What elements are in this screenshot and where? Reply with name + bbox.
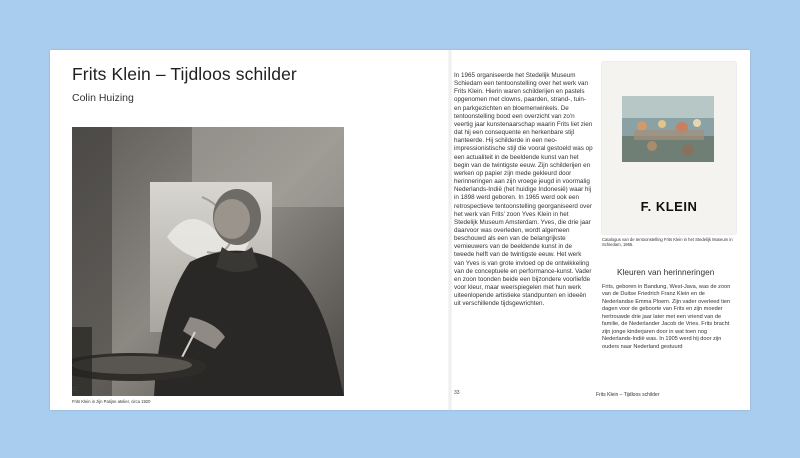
catalogue-title: F. KLEIN: [640, 199, 698, 214]
section-paragraph: Frits, geboren in Bandung, West-Java, was de zoon van de Duitse Friedrich Franz Klein en de Nederlandse Emma Ploem. Zijn vader overleed tien dagen voor de geboorte van Frits en zijn moeder hertrouwde drie jaar later met een vriend van de familie, de Nederlander Jacob de Vries. Frits bracht zijn jonge kinderjaren door in wat toen nog Nederlands-Indië was. In 1905 werd hij door zijn ouders naar Nederland gestuurd: [602, 284, 731, 350]
catalogue-caption: Catalogus van de tentoonstelling Frits Klein in het Stedelijk Museum in Schiedam, 1965.: [602, 237, 733, 248]
page-number-right: 33: [454, 390, 460, 396]
running-footer: Frits Klein – Tijdloos schilder: [596, 392, 660, 398]
catalogue-cover: [602, 62, 736, 234]
artist-photo: [72, 127, 344, 396]
article-author: Colin Huizing: [72, 92, 134, 104]
book-gutter: [448, 50, 452, 410]
catalogue-painting: [622, 96, 714, 162]
body-paragraph: In 1965 organiseerde het Stedelijk Museum Schiedam een tentoonstelling over het werk van Frits Klein. Hierin waren schilderijen en pastels opgenomen met clowns, paarden, strand-, tuin- en parkgezichten en bloemenwinkels. De tentoonstelling bood een overzicht van zo'n veertig jaar kunstenaarschap waarin Frits liet zien dat hij een consequente en herkenbare stijl hanteerde. Hij schilderde in een neo-impressionistische stijl die vooral gestoeld was op een actualiteit in de beeldende kunst van het begin van de twintigste eeuw. Zijn schilderijen en werken op papier zijn mede gekleurd door herinneringen aan zijn vroege jeugd in voormalig Nederlands-Indië (het huidige Indonesië) waar hij in 1898 werd geboren. In 1965 werd ook een retrospectieve tentoonstelling georganiseerd over het werk van Frits' zoon Yves Klein in het Stedelijk Museum Amsterdam. Yves, die drie jaar daarvoor was overleden, wordt algemeen beschouwd als een van de belangrijkste vernieuwers van de beeldende kunst in de tweede helft van de twintigste eeuw. Het werk van Yves is van grote invloed op de ontwikkeling van de conceptuele en performance-kunst. Vader en zoon toonden beide een bijzondere voorliefde voor kleur, maar weerspiegelen met hun werk uiteenlopende artistieke standpunten en ideeën uit verschillende tijdsgewrichten.: [454, 72, 593, 308]
article-title: Frits Klein – Tijdloos schilder: [72, 64, 297, 84]
section-body: [602, 284, 736, 351]
article-body: [454, 72, 593, 309]
photo-caption: Frits Klein in zijn Parijse atelier, circa 1920: [72, 399, 151, 404]
page-number-left: 32: [72, 387, 78, 393]
book-spread: [50, 50, 750, 410]
section-subheading: Kleuren van herinneringen: [617, 267, 715, 277]
